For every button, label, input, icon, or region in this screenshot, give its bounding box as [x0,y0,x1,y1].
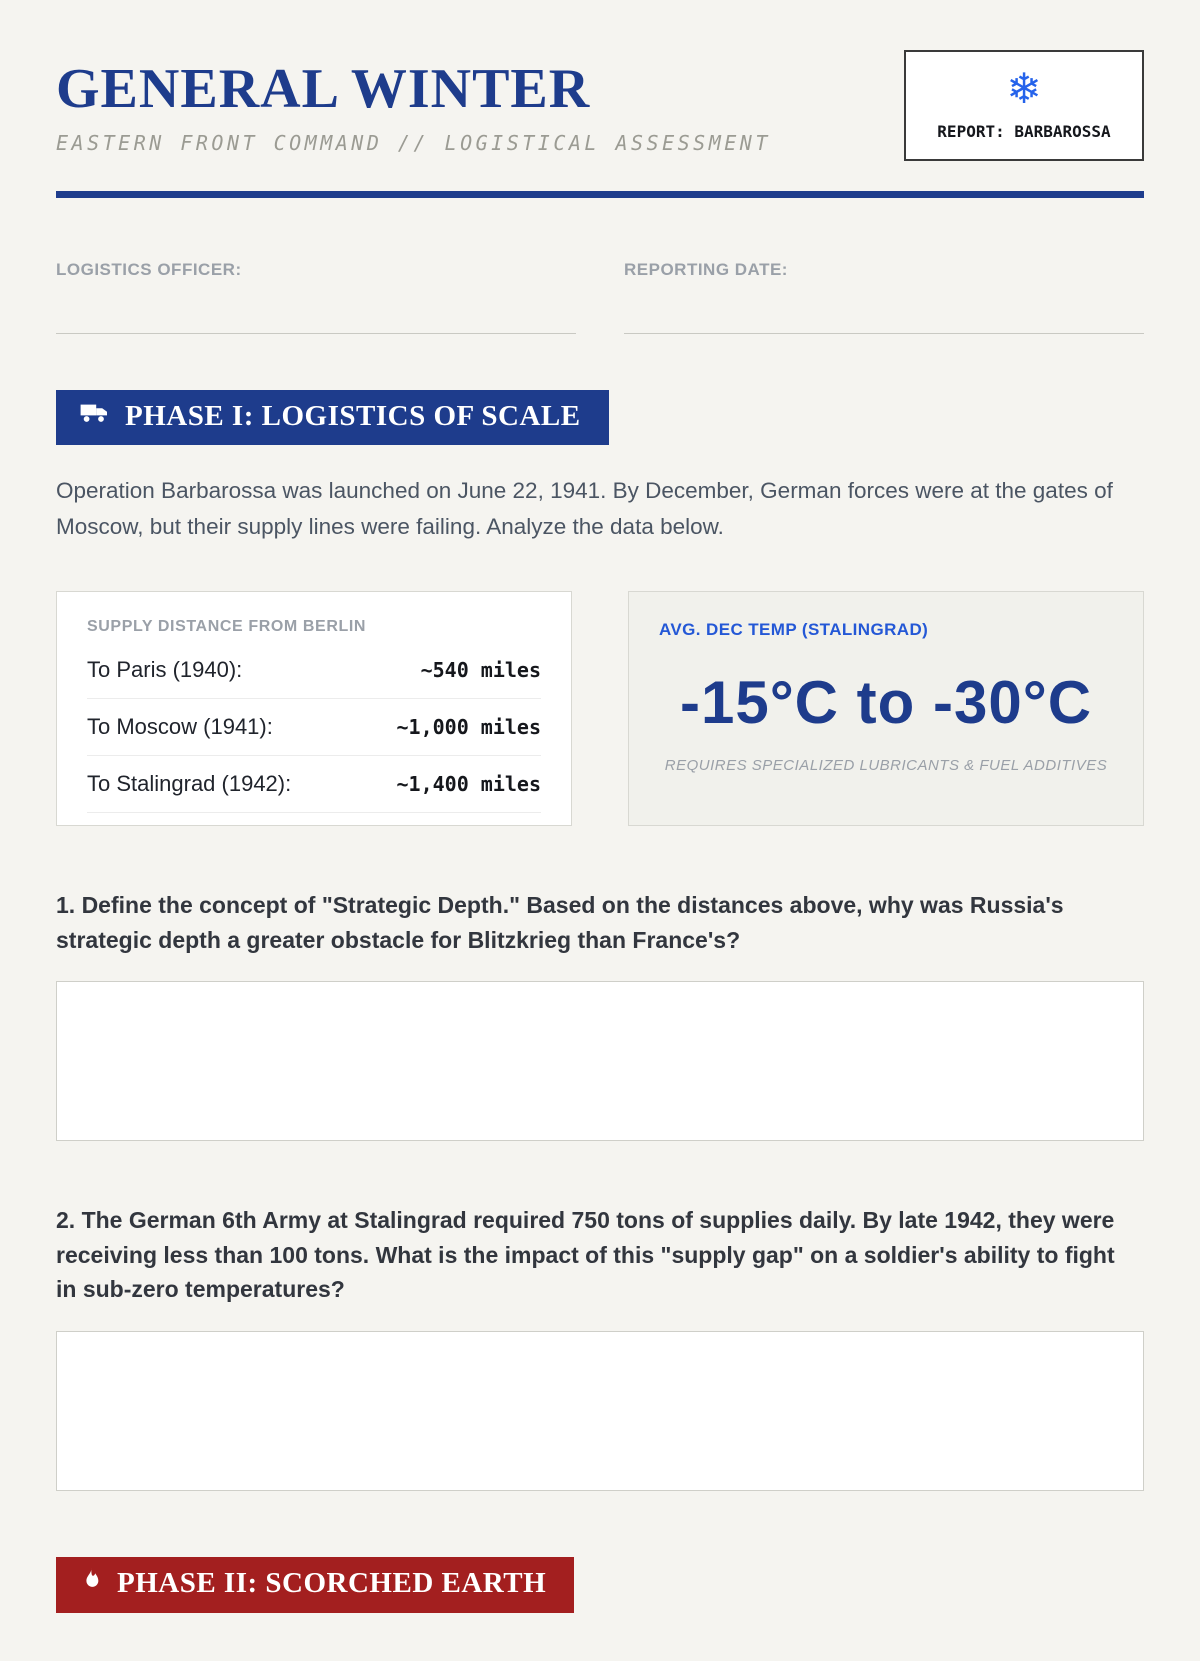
question-2: 2. The German 6th Army at Stalingrad required 750 tons of supplies daily. By late 1942, they were receiving less than 100 tons. What is the impact of this "supply gap" on a soldier's ability to fight in sub-zero temperatures? [56,1207,1115,1302]
date-input[interactable] [624,280,1144,334]
phase1-intro: Operation Barbarossa was launched on June 22, 1941. By December, German forces were at the gates of Moscow, but their supply lines were failing. Analyze the data below. [56,478,1113,539]
officer-field-group [56,260,576,334]
officer-input[interactable] [56,280,576,334]
date-label: REPORTING DATE: [624,260,788,279]
page-title: GENERAL WINTER [56,58,591,120]
truck-icon [80,400,110,433]
data-boxes [56,591,1144,826]
officer-label: LOGISTICS OFFICER: [56,260,242,279]
date-field-group [624,260,1144,334]
header [56,44,1144,161]
answer-input-2[interactable] [56,1331,1144,1491]
supply-distance-box [56,591,572,826]
header-divider [56,191,1144,198]
table-row [87,642,541,699]
flame-icon [80,1567,102,1601]
temperature-box [628,591,1144,826]
phase1-banner [56,390,609,445]
phase2-title: PHASE II: SCORCHED EARTH [117,1567,547,1599]
temperature-value: -15°C to -30°C [679,669,1093,736]
page-subtitle: EASTERN FRONT COMMAND // LOGISTICAL ASSESSMENT [56,130,771,155]
form-fields [56,260,1144,334]
temperature-note: REQUIRES SPECIALIZED LUBRICANTS & FUEL ADDITIVES [664,757,1108,774]
supply-row-label: To Stalingrad (1942): [87,771,292,796]
supply-row-value: ~1,000 miles [396,715,541,739]
report-badge-label: REPORT: BARBAROSSA [937,122,1111,141]
supply-row-label: To Paris (1940): [87,657,243,682]
phase2-banner [56,1557,574,1613]
snowflake-icon: ❄ [1006,65,1042,112]
supply-row-label: To Moscow (1941): [87,714,273,739]
supply-row-value: ~1,400 miles [396,772,541,796]
report-badge [904,50,1144,161]
supply-row-value: ~540 miles [420,658,541,682]
temperature-heading: AVG. DEC TEMP (STALINGRAD) [659,620,929,639]
header-text [56,44,771,155]
answer-input-1[interactable] [56,981,1144,1141]
supply-box-heading: SUPPLY DISTANCE FROM BERLIN [87,618,367,635]
phase1-title: PHASE I: LOGISTICS OF SCALE [125,400,581,432]
table-row [87,699,541,756]
table-row [87,756,541,813]
question-1: 1. Define the concept of "Strategic Depth." Based on the distances above, why was Russia's strategic depth a greater obstacle for Blitzkrieg than France's? [56,892,1064,953]
